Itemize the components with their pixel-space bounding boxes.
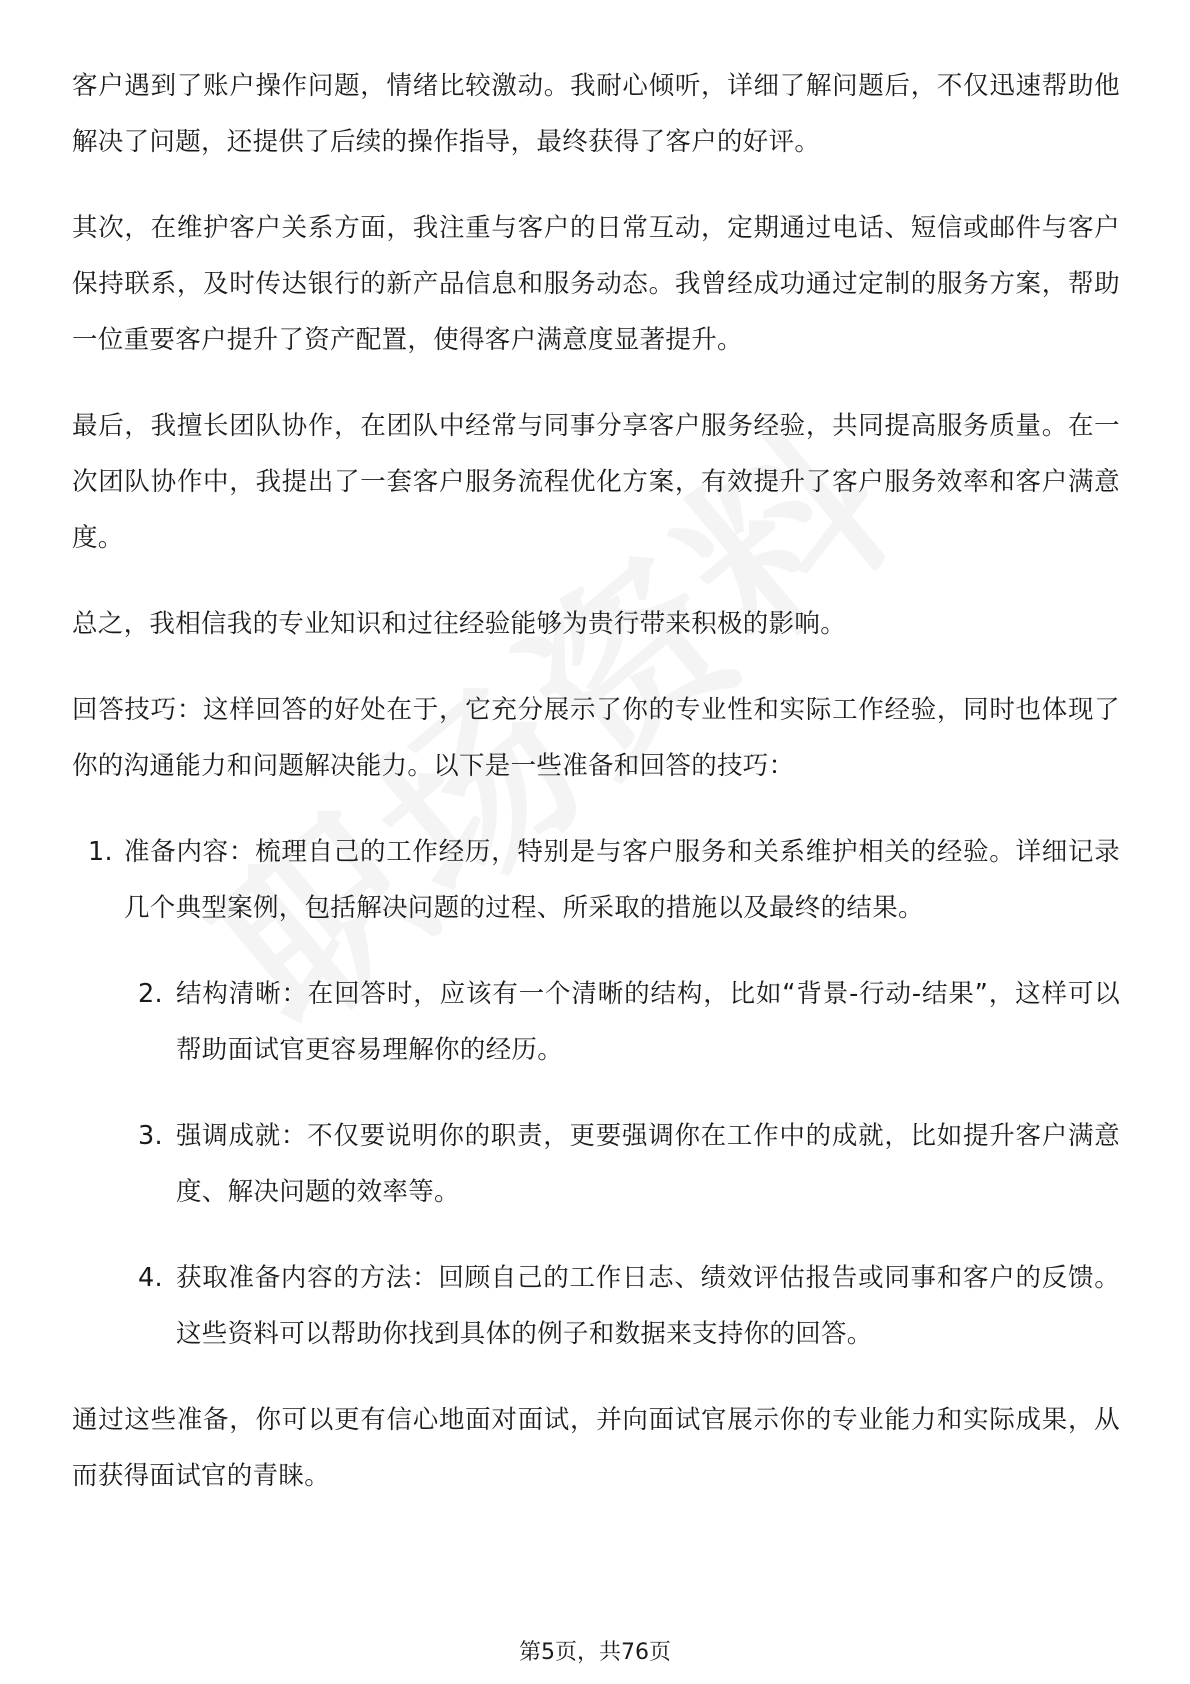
list-item <box>72 824 1120 936</box>
list-text: 准备内容：梳理自己的工作经历，特别是与客户服务和关系维护相关的经验。详细记录几个典型案例，包括解决问题的过程、所采取的措施以及最终的结果。 <box>124 837 1120 923</box>
list-text: 获取准备内容的方法：回顾自己的工作日志、绩效评估报告或同事和客户的反馈。这些资料可以帮助你找到具体的例子和数据来支持你的回答。 <box>176 1263 1120 1349</box>
paragraph-customer-issue: 客户遇到了账户操作问题，情绪比较激动。我耐心倾听，详细了解问题后，不仅迅速帮助他解决了问题，还提供了后续的操作指导，最终获得了客户的好评。 <box>72 71 1120 157</box>
tips-list <box>72 824 1120 1362</box>
list-item <box>72 1108 1120 1220</box>
list-text: 结构清晰：在回答时，应该有一个清晰的结构，比如“背景-行动-结果”，这样可以帮助面试官更容易理解你的经历。 <box>176 979 1120 1065</box>
paragraph-relationship: 其次，在维护客户关系方面，我注重与客户的日常互动，定期通过电话、短信或邮件与客户保持联系，及时传达银行的新产品信息和服务动态。我曾经成功通过定制的服务方案，帮助一位重要客户提升了资产配置，使得客户满意度显著提升。 <box>72 213 1120 355</box>
list-number: 1. <box>88 837 113 867</box>
list-item <box>72 966 1120 1078</box>
list-number: 3. <box>138 1121 163 1151</box>
paragraph-teamwork: 最后，我擅长团队协作，在团队中经常与同事分享客户服务经验，共同提高服务质量。在一次团队协作中，我提出了一套客户服务流程优化方案，有效提升了客户服务效率和客户满意度。 <box>72 411 1120 553</box>
paragraph-answer-tips-intro: 回答技巧：这样回答的好处在于，它充分展示了你的专业性和实际工作经验，同时也体现了你的沟通能力和问题解决能力。以下是一些准备和回答的技巧： <box>72 695 1120 781</box>
document-body <box>72 58 1120 1534</box>
list-number: 4. <box>138 1263 163 1293</box>
list-number: 2. <box>138 979 163 1009</box>
paragraph-summary: 总之，我相信我的专业知识和过往经验能够为贵行带来积极的影响。 <box>72 609 847 639</box>
page-number-footer: 第5页，共76页 <box>519 1640 671 1665</box>
paragraph-closing: 通过这些准备，你可以更有信心地面对面试，并向面试官展示你的专业能力和实际成果，从而获得面试官的青睐。 <box>72 1405 1120 1491</box>
list-item <box>72 1250 1120 1362</box>
list-text: 强调成就：不仅要说明你的职责，更要强调你在工作中的成就，比如提升客户满意度、解决问题的效率等。 <box>176 1121 1120 1207</box>
